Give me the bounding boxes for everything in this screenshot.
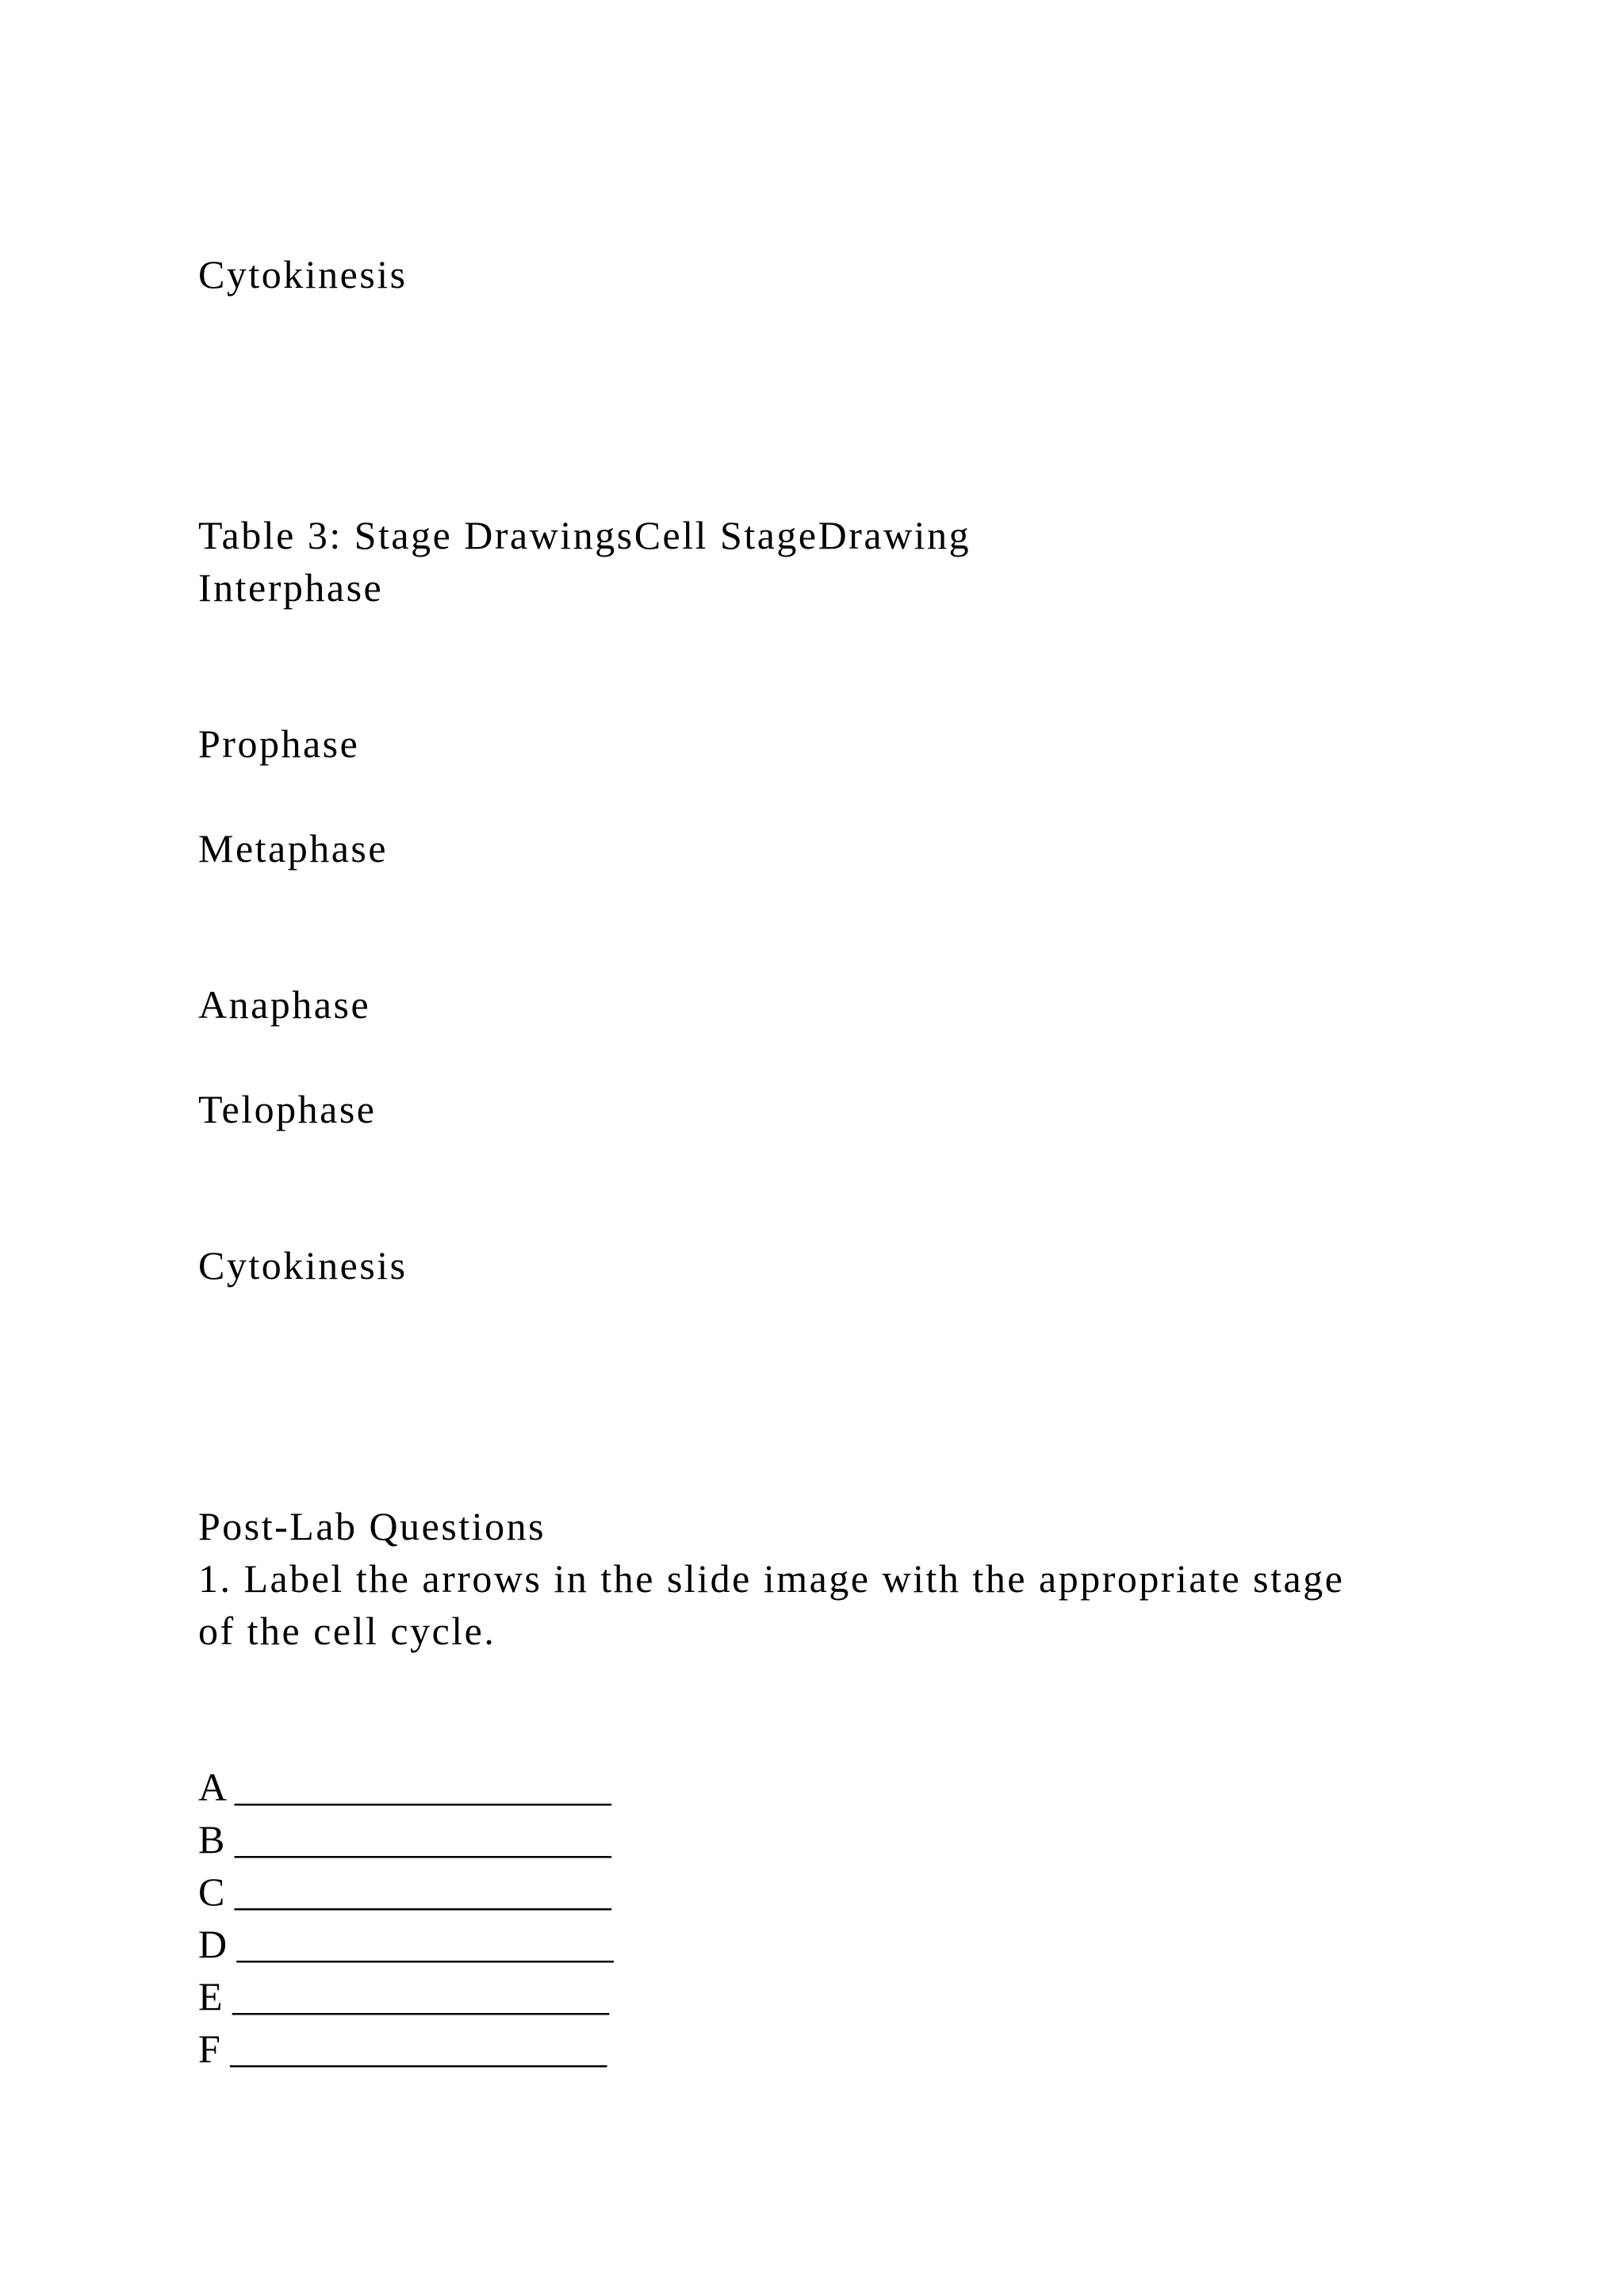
stage-telophase: Telophase [198,1087,377,1131]
answer-line-b: B ___________________ [198,1817,611,1862]
cytokinesis-heading: Cytokinesis [198,252,408,297]
table-title: Table 3: Stage DrawingsCell StageDrawing [198,513,971,557]
stage-anaphase: Anaphase [198,982,371,1027]
question-1-line-2: of the cell cycle. [198,1609,496,1653]
answer-line-a: A ___________________ [198,1765,611,1809]
stage-interphase: Interphase [198,565,384,610]
answer-line-c: C ___________________ [198,1869,611,1914]
stage-metaphase: Metaphase [198,826,389,871]
stage-cytokinesis: Cytokinesis [198,1243,408,1288]
question-1-line-1: 1. Label the arrows in the slide image with the appropriate stage [198,1556,1345,1601]
post-lab-heading: Post-Lab Questions [198,1504,546,1548]
stage-prophase: Prophase [198,721,360,766]
answer-line-d: D ___________________ [198,1922,614,1966]
answer-line-f: F ___________________ [198,2026,607,2071]
answer-line-e: E ___________________ [198,1974,610,2019]
